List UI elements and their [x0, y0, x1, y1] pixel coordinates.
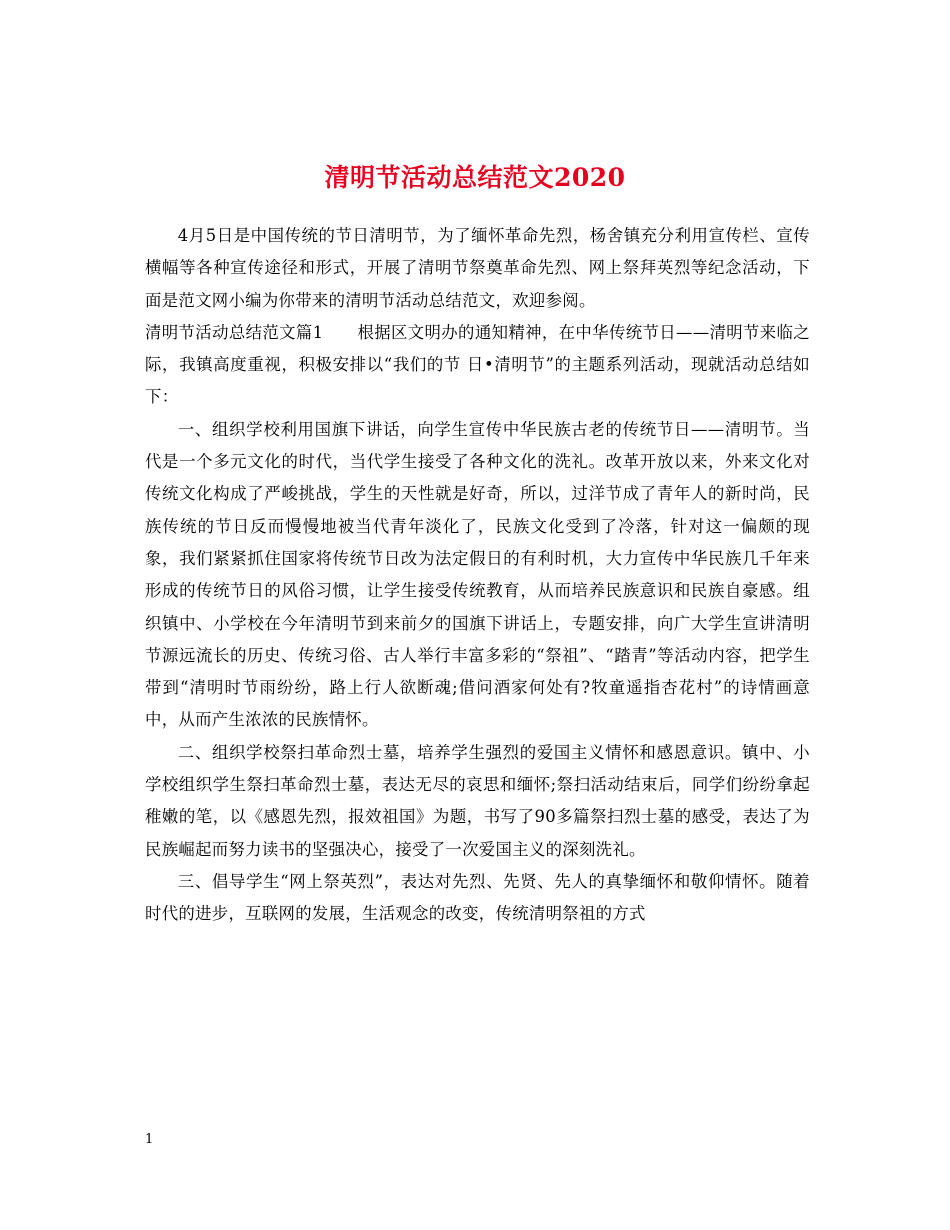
section-paragraph	[145, 317, 810, 414]
document-body	[145, 220, 810, 931]
section-heading: 清明节活动总结范文篇1	[145, 322, 324, 342]
paragraph-3: 三、倡导学生“网上祭英烈”，表达对先烈、先贤、先人的真挚缅怀和敬仰情怀。随着时代的进步，互联网的发展，生活观念的改变，传统清明祭祖的方式	[145, 871, 810, 924]
paragraph-2: 二、组织学校祭扫革命烈士墓，培养学生强烈的爱国主义情怀和感恩意识。镇中、小学校组织学生祭扫革命烈士墓，表达无尽的哀思和缅怀;祭扫活动结束后，同学们纷纷拿起稚嫩的笔，以《感恩先烈，报效祖国》为题，书写了90多篇祭扫烈士墓的感受，表达了为民族崛起而努力读书的坚强决心，接受了一次爱国主义的深刻洗礼。	[145, 742, 810, 859]
intro-text: 4月5日是中国传统的节日清明节，为了缅怀革命先烈，杨舍镇充分利用宣传栏、宣传横幅等各种宣传途径和形式，开展了清明节祭奠革命先烈、网上祭拜英烈等纪念活动，下面是范文网小编为你带来的清明节活动总结范文，欢迎参阅。	[145, 226, 810, 310]
paragraph-1: 一、组织学校利用国旗下讲话，向学生宣传中华民族古老的传统节日——清明节。当代是一个多元文化的时代，当代学生接受了各种文化的洗礼。改革开放以来，外来文化对传统文化构成了严峻挑战，学生的天性就是好奇，所以，过洋节成了青年人的新时尚，民族传统的节日反而慢慢地被当代青年淡化了，民族文化受到了冷落，针对这一偏颇的现象，我们紧紧抓住国家将传统节日改为法定假日的有利时机，大力宣传中华民族几千年来形成的传统节日的风俗习惯，让学生接受传统教育，从而培养民族意识和民族自豪感。组织镇中、小学校在今年清明节到来前夕的国旗下讲话上，专题安排，向广大学生宣讲清明节源远流长的历史、传统习俗、古人举行丰富多彩的“祭祖”、“踏青”等活动内容，把学生带到“清明时节雨纷纷，路上行人欲断魂;借问酒家何处有?牧童遥指杏花村”的诗情画意中，从而产生浓浓的民族情怀。	[145, 419, 810, 730]
section-lead: 根据区文明办的通知精神，在中华传统节日——清明节来临之际，我镇高度重视，积极安排以“我们的节 日•清明节”的主题系列活动，现就活动总结如下：	[145, 322, 810, 407]
document-title: 清明节活动总结范文2020	[324, 162, 626, 192]
page-number: 1	[145, 1132, 154, 1147]
intro-paragraph	[145, 220, 810, 317]
